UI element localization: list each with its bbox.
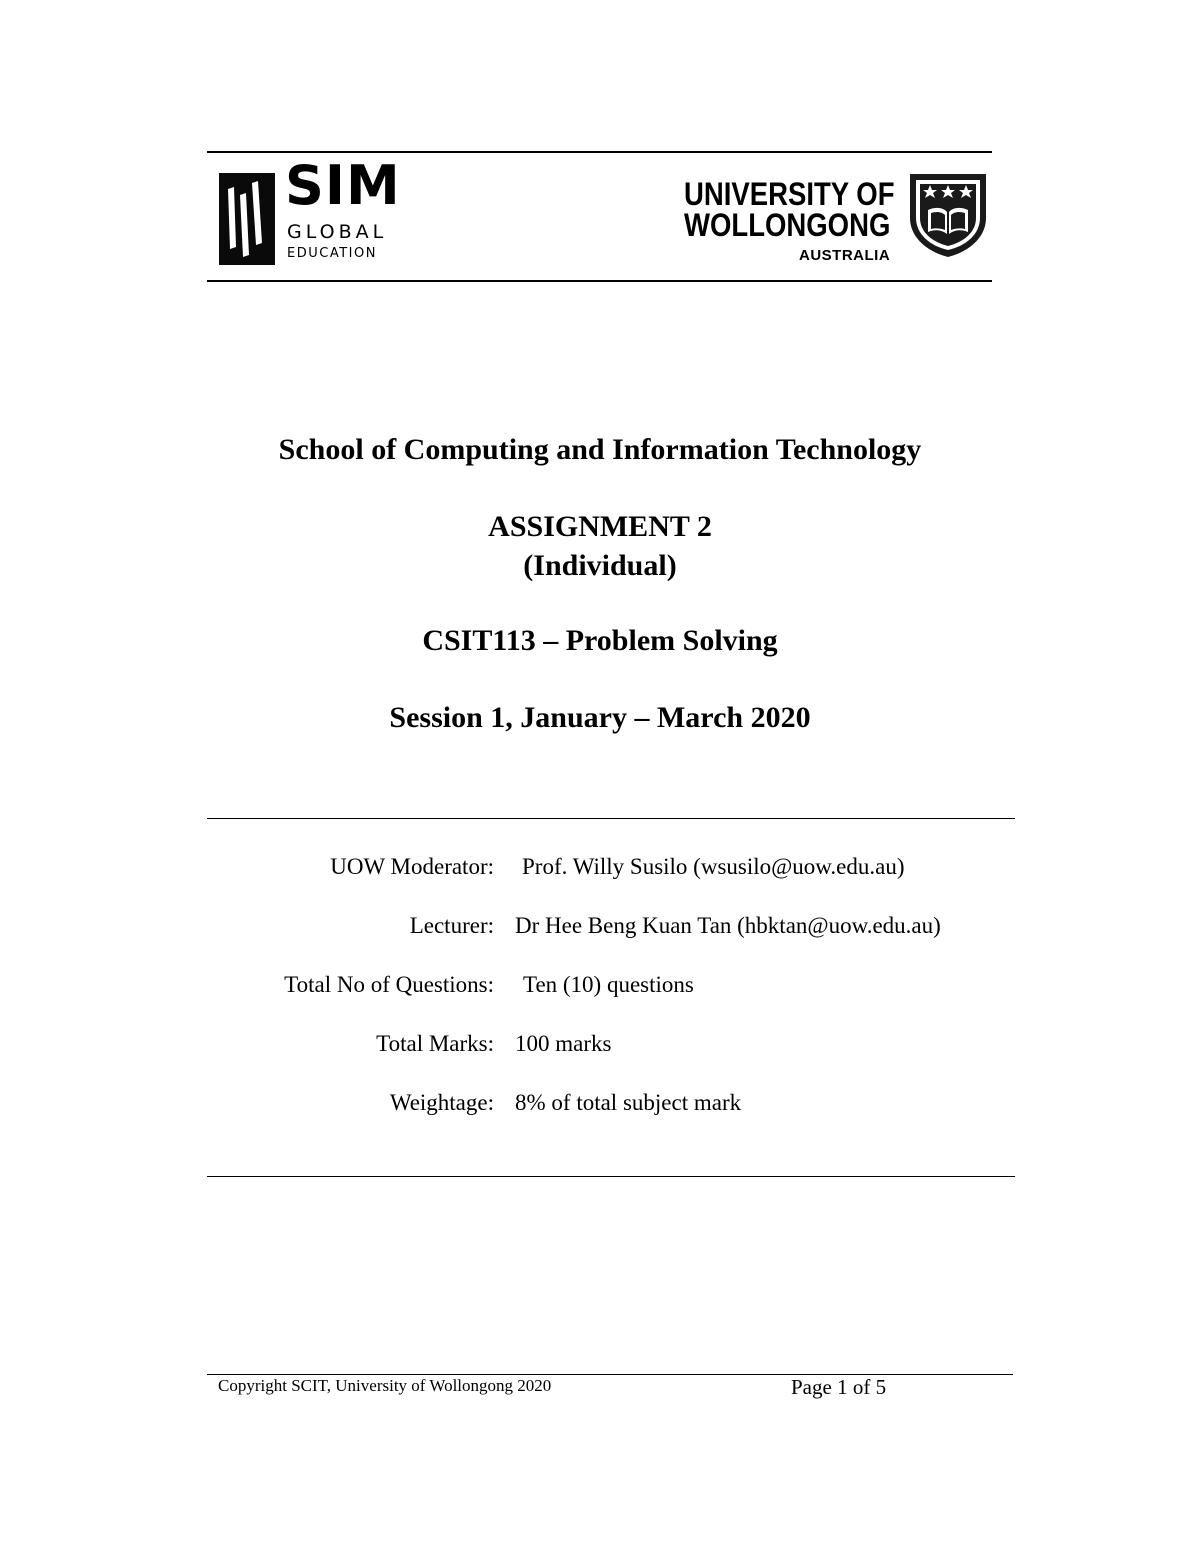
uow-logo-line1: UNIVERSITY OF: [684, 176, 895, 212]
sim-global-education-logo: [219, 154, 401, 266]
sim-logo-global: GLOBAL: [287, 221, 388, 243]
weightage-label: Weightage:: [389, 1090, 494, 1115]
lecturer-label: Lecturer:: [409, 913, 494, 938]
session-title: Session 1, January – March 2020: [389, 701, 811, 734]
weightage-value: 8% of total subject mark: [515, 1090, 742, 1115]
uow-logo-line2: WOLLONGONG: [684, 207, 891, 243]
subject-title: CSIT113 – Problem Solving: [422, 624, 778, 657]
uow-logo: [682, 172, 992, 264]
moderator-label: UOW Moderator:: [330, 854, 494, 879]
uow-crest-icon: [908, 172, 988, 258]
lecturer-value: Dr Hee Beng Kuan Tan (hbktan@uow.edu.au): [515, 913, 941, 938]
assignment-title: ASSIGNMENT 2: [488, 510, 712, 543]
questions-label: Total No of Questions:: [284, 972, 494, 997]
school-name: School of Computing and Information Technology: [278, 433, 922, 466]
total-marks-label: Total Marks:: [376, 1031, 494, 1056]
sim-logo-mark: [219, 173, 275, 265]
footer-page-number: Page 1 of 5: [791, 1375, 887, 1399]
uow-logo-australia: AUSTRALIA: [799, 247, 891, 264]
header-bottom-rule: [207, 280, 992, 282]
info-top-rule: [207, 818, 1015, 819]
assignment-type: (Individual): [523, 549, 677, 582]
moderator-value: Prof. Willy Susilo (wsusilo@uow.edu.au): [522, 854, 905, 879]
sim-logo-education: EDUCATION: [287, 246, 377, 261]
total-marks-value: 100 marks: [515, 1031, 612, 1056]
header-top-rule: [207, 151, 992, 153]
footer-rule: [207, 1374, 1013, 1375]
info-bottom-rule: [207, 1176, 1015, 1177]
footer-copyright: Copyright SCIT, University of Wollongong 2020: [218, 1376, 552, 1395]
questions-value: Ten (10) questions: [523, 972, 694, 997]
sim-logo-word: SIM: [285, 154, 401, 217]
